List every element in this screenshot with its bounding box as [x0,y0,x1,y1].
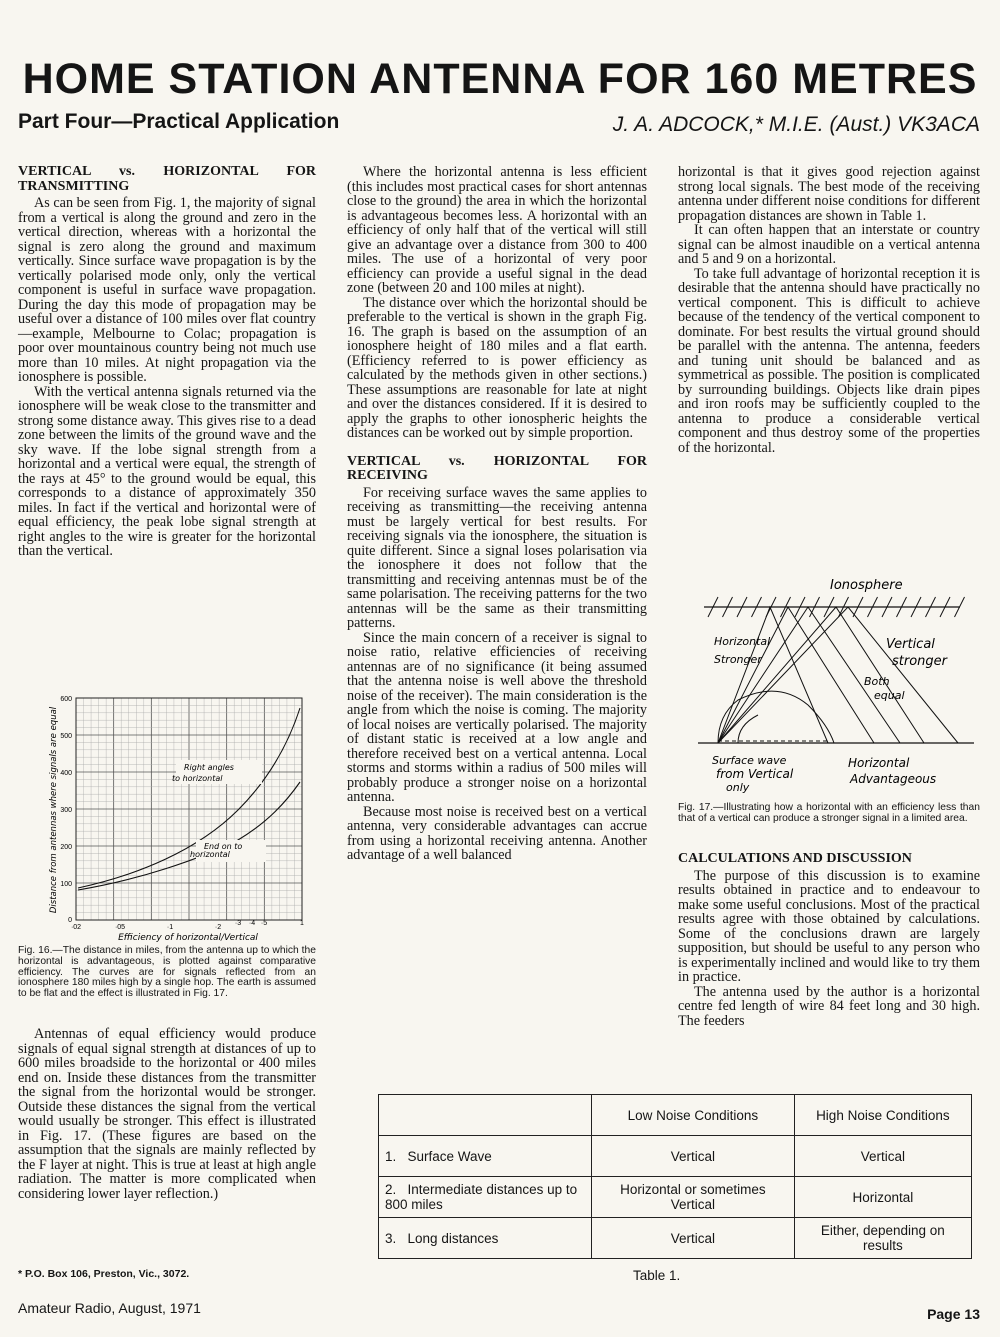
table-cell: Either, depending on results [794,1218,971,1259]
section-heading: CALCULATIONS AND DISCUSSION [678,851,912,866]
fig17-label: Horizontal [714,635,771,648]
ray-lines [718,607,958,743]
fig17-label: equal [874,689,905,702]
table-caption: Table 1. [633,1268,681,1283]
table-cell: Vertical [794,1136,971,1177]
article-title: HOME STATION ANTENNA FOR 160 METRES [22,55,978,103]
ionosphere-label: Ionosphere [830,578,903,593]
curve-label: Right angles [184,763,234,772]
y-tick: 400 [60,770,72,777]
x-tick: ·02 [70,924,82,931]
y-tick: 300 [60,807,72,814]
fig16-y-label: Distance from antennas where signals are equal [49,706,59,914]
row-number: 1. [385,1148,397,1164]
y-tick: 0 [68,917,72,924]
figure-16 [18,690,316,942]
fig17-label: Both [864,675,890,688]
paragraph: It can often happen that an interstate or country signal can be almost inaudible on a vertical antenna and 5 and 9 on a horizontal. [678,222,980,267]
column-3-lower [678,852,980,1028]
figure-17 [678,575,980,795]
paragraph: For receiving surface waves the same applies to receiving as transmitting—the receiving antenna must be largely vertical for best results. For receiving signals via the ionosphere, the situation is quite different. Since a signal loses polarisation via the ionosphere it does not follow that the transmitting and receiving antennas must be of the same polarisation. The receiving patterns for the two antennas will be the same as their transmitting patterns. [347,484,647,631]
paragraph: Where the horizontal antenna is less efficient (this includes most practical cases for short antennas close to the ground) the area in which the horizontal is advantageous becomes less. A horizontal with an efficiency of only half that of the vertical will still give an advantage over a distance from 300 to 400 miles. The use of a horizontal of very poor efficiency can provide a useful signal in the dead zone (between 20 and 100 miles at night). [347,164,647,296]
column-1-lower [18,1027,316,1201]
row-label: Intermediate distances up to 800 miles [385,1182,578,1212]
fig17-label: Advantageous [850,772,937,786]
fig17-label: Surface wave [712,754,787,767]
author-line: J. A. ADCOCK,* M.I.E. (Aust.) VK3ACA [612,113,980,136]
paragraph: Antennas of equal efficiency would produce signals of equal signal strength at distances of up to 600 miles broadside to the horizontal or 400 miles end on. Inside these distances from the transmitter the signal from the horizontal would be stronger. Outside these distances the signal from the vertical would usually be stronger. This effect is illustrated in Fig. 17. (These figures are based on the assumption that the signals are mainly reflected by the F layer at night. This is true at least at high angle radiation. The matter is more complicated when considering lower layer reflection.) [18,1026,316,1202]
row-label: Long distances [407,1230,499,1246]
article-subtitle: Part Four—Practical Application [18,110,340,133]
x-tick: ·3 [234,920,242,927]
x-tick: ·4 [248,920,256,927]
fig17-label: from Vertical [716,767,794,781]
footer-page-number: Page 13 [927,1306,980,1322]
table-cell: Horizontal [794,1177,971,1218]
curve-label: horizontal [190,850,230,859]
fig17-label: Stronger [714,653,762,666]
y-tick: 600 [60,696,72,703]
curve-label: End on to [204,842,243,851]
paragraph: Since the main concern of a receiver is signal to noise ratio, relative efficiencies of receiving antennas are of no significance (it being assumed that the antenna noise is well above the threshold noise of the receiver). The main consideration is the angle from which the noise is coming. The majority of local noises are vertically polarised. The majority of distant static is received at a low angle and therefore received best on a vertical antenna. Local storms and storms within a radius of 500 miles will probably produce a stronger noise on a horizontal antenna. [347,629,647,805]
x-tick-labels [71,920,304,931]
table-row [379,1177,972,1218]
paragraph: The antenna used by the author is a horizontal centre fed length of wire 84 feet long and 30 high. The feeders [678,983,980,1029]
row-label-cell [379,1177,592,1218]
table-cell: Horizontal or sometimes Vertical [592,1177,795,1218]
table-corner-cell [379,1095,592,1136]
row-number: 2. [385,1182,397,1197]
section-heading: VERTICAL vs. HORIZONTAL FOR RECEIVING [347,453,647,483]
paragraph: Because most noise is received best on a vertical antenna, very considerable advantages can accrue from using a horizontal receiving antenna. Another advantage of a well balanced [347,803,647,863]
paragraph: To take full advantage of horizontal reception it is desirable that the antenna should have practically no vertical component. This is difficult to achieve because of the tendency of the vertical component to dominate. For best results the virtual ground should be parallel with the antenna. The antenna, feeders and tuning unit should be balanced and as symmetrical as possible. The position is complicated by surrounding buildings. Objects like drain pipes and iron roofs may be sufficiently coupled to the antenna to produce a considerable vertical component and thus destroy some of the properties of the horizontal. [678,265,980,456]
fig17-label: only [726,781,750,794]
fig16-graph [18,690,316,942]
fig16-caption: Fig. 16.—The distance in miles, from the antenna up to which the horizontal is advantageous, is plotted against comparative efficiency. The curves are for signals reflected from an ionosphere 180 miles high by a single hop. The earth is assumed to be flat and the effect is illustrated in Fig. 17. [18,945,316,1000]
y-tick: 200 [60,844,72,851]
row-label-cell [379,1136,592,1177]
graph-grid [76,698,302,920]
column-1 [18,165,316,559]
x-tick: ·1 [166,924,174,931]
fig17-caption: Fig. 17.—Illustrating how a horizontal with an efficiency less than that of a vertical can produce a stronger signal in a limited area. [678,802,980,824]
fig17-label: Vertical [886,637,935,652]
column-3 [678,165,980,455]
row-number: 3. [385,1230,397,1246]
row-label-cell [379,1218,592,1259]
fig17-label: Horizontal [848,756,910,770]
fig17-label: stronger [892,654,948,669]
column-2 [347,165,647,863]
x-tick: 1 [300,920,304,927]
paragraph: With the vertical antenna signals returned via the ionosphere will be weak close to the transmitter and strong some distance away. This gives rise to a dead zone between the limits of the ground wave and the sky wave. If the lobe signal strength from a horizontal and a vertical were equal, the strength of the rays at 45° to the ground would be equal, this corresponds to a distance of approximately 350 miles. In fact if the vertical and horizontal were of equal efficiency, the peak lobe signal strength at right angles to the wire is greater for the horizontal than the vertical. [18,383,316,559]
paragraph: horizontal is that it gives good rejection against strong local signals. The best mode of the receiving antenna under different noise conditions for different propagation distances are shown in Table 1. [678,164,980,224]
y-tick: 500 [60,733,72,740]
table-header-row [379,1095,972,1136]
table-header-cell: High Noise Conditions [794,1095,971,1136]
table-1 [378,1094,972,1259]
paragraph: The purpose of this discussion is to examine results obtained in practice and to endeavour to make some useful conclusions. Most of the practical results agree with those obtained by calculations. Some of the conclusions drawn are largely supposition, but should be useful to any person who is experimentally inclined and would like to try them in practice. [678,867,980,985]
section-heading: VERTICAL vs. HORIZONTAL FOR TRANSMITTING [18,164,316,194]
y-tick-labels [60,696,72,924]
table-cell: Vertical [592,1218,795,1259]
fig17-diagram [678,575,980,795]
x-tick: ·2 [214,924,222,931]
table-row [379,1136,972,1177]
y-tick: 100 [60,881,72,888]
paragraph: The distance over which the horizontal should be preferable to the vertical is shown in the graph Fig. 16. The graph is based on the assumption of an ionosphere height of 180 miles and a flat earth. (Efficiency referred to is power efficiency as calculated by the methods given in other sections.) These assumptions are reasonable for late at night and over the distances considered. If it is desired to apply the graphs to other ionospheric heights the distances can be worked out by simple proportion. [347,294,647,441]
footer-publication: Amateur Radio, August, 1971 [18,1300,201,1316]
footnote: * P.O. Box 106, Preston, Vic., 3072. [18,1268,190,1280]
x-tick: ·5 [260,920,268,927]
fig16-x-label: Efficiency of horizontal/Vertical [118,933,258,942]
curve-label: to horizontal [172,774,223,783]
x-tick: ·05 [114,924,126,931]
table-cell: Vertical [592,1136,795,1177]
table-header-cell: Low Noise Conditions [592,1095,795,1136]
table-row [379,1218,972,1259]
row-label: Surface Wave [407,1148,492,1164]
paragraph: As can be seen from Fig. 1, the majority of signal from a vertical is along the ground and zero in the vertical direction, whereas with a horizontal the signal is zero along the ground and maximum vertically. Since surface wave propagation is by the vertically polarised mode only, only the vertical component is useful in surface wave propagation. During the day this mode of propagation may be useful over a distance of 100 miles over flat country—example, Melbourne to Colac; propagation is poor over mountainous country being not much use more than 10 miles. At night propagation via the ionosphere is possible. [18,195,316,385]
